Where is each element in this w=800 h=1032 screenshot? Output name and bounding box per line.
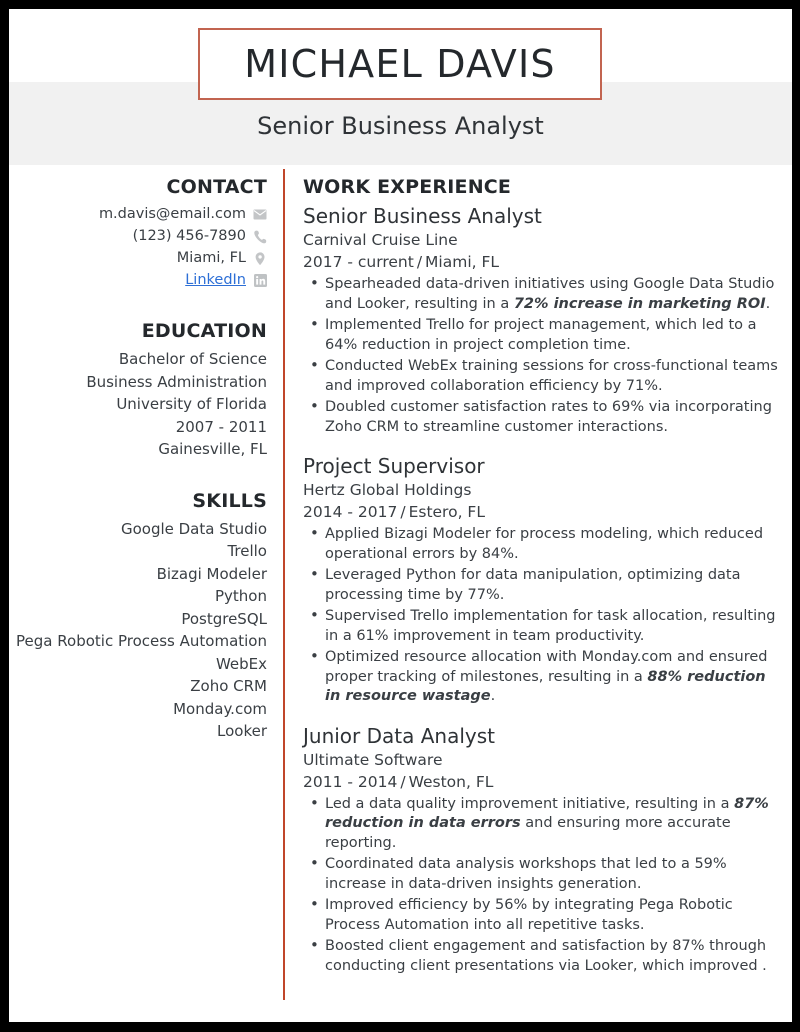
linkedin-icon <box>253 274 267 288</box>
job-title: Project Supervisor <box>303 454 485 478</box>
resume-sheet <box>9 9 792 1022</box>
job-location: Miami, FL <box>425 253 500 271</box>
bullet-text: Conducted WebEx training sessions for cross-functional teams and improved collaboration efficiency by 71%. <box>325 358 778 394</box>
job-meta <box>303 251 778 273</box>
job-bullet <box>303 398 778 437</box>
job-company: Carnival Cruise Line <box>303 231 458 249</box>
skill-item: Looker <box>217 722 267 740</box>
skills-heading: SKILLS <box>192 489 267 512</box>
job-bullet <box>303 357 778 396</box>
contact-list <box>15 204 267 291</box>
work-experience-list <box>303 203 778 976</box>
bullet-text: Supervised Trello implementation for task allocation, resulting in a 61% improvement in team productivity. <box>325 608 776 644</box>
bullet-text: Improved efficiency by 56% by integrating Pega Robotic Process Automation into all repetitive tasks. <box>325 897 733 933</box>
resume-header <box>9 9 792 167</box>
job-bullet-list <box>303 275 778 437</box>
candidate-job-title: Senior Business Analyst <box>257 112 544 140</box>
sidebar-column <box>9 167 283 1022</box>
education-line: Gainesville, FL <box>158 440 267 458</box>
contact-item-text: (123) 456-7890 <box>132 228 246 244</box>
main-column <box>285 167 792 1022</box>
bullet-text: Implemented Trello for project management, which led to a 64% reduction in project completion time. <box>325 317 757 353</box>
job-meta <box>303 501 778 523</box>
work-experience-heading: WORK EXPERIENCE <box>303 176 512 198</box>
skill-item: Google Data Studio <box>120 519 267 538</box>
contact-item[interactable] <box>15 270 267 291</box>
job-dates: 2014 - 2017 <box>303 503 398 521</box>
work-experience-entry <box>303 723 778 977</box>
contact-item-text: m.davis@email.com <box>98 206 246 222</box>
contact-item-text[interactable]: LinkedIn <box>185 272 246 288</box>
job-bullet <box>303 855 778 894</box>
contact-item <box>15 226 267 247</box>
skill-item: Monday.com <box>173 699 267 718</box>
skill-item: PostgreSQL <box>181 609 267 628</box>
job-bullet <box>303 648 778 707</box>
job-company: Hertz Global Holdings <box>303 481 472 499</box>
job-bullet <box>303 525 778 564</box>
bullet-emphasis: 72% increase in marketing ROI <box>513 295 766 312</box>
job-title: Senior Business Analyst <box>303 204 542 228</box>
job-bullet <box>303 937 778 976</box>
education-line: Business Administration <box>86 372 267 391</box>
skills-list <box>15 518 267 743</box>
job-location: Weston, FL <box>408 772 494 791</box>
job-bullet <box>303 795 778 854</box>
contact-item <box>15 248 267 269</box>
job-title: Junior Data Analyst <box>303 723 496 748</box>
job-meta-separator: / <box>400 772 406 791</box>
education-heading: EDUCATION <box>141 320 267 342</box>
job-meta <box>303 771 778 793</box>
resume-body <box>9 167 792 1022</box>
bullet-emphasis: 87% reduction in data errors <box>325 795 769 831</box>
job-bullet-list <box>303 525 778 707</box>
skill-item: Trello <box>227 542 267 560</box>
job-dates: 2011 - 2014 <box>303 772 398 791</box>
skill-item: Pega Robotic Process Automation <box>16 632 267 650</box>
candidate-name: MICHAEL DAVIS <box>244 42 556 86</box>
contact-item-text: Miami, FL <box>176 250 246 266</box>
bullet-text: Optimized resource allocation with Monday.com and ensured proper tracking of milestones, resulting in a <box>325 649 768 685</box>
job-bullet <box>303 275 778 314</box>
bullet-text: and ensuring more accurate reporting. <box>325 815 731 851</box>
work-experience-entry <box>303 203 778 437</box>
education-line: 2007 - 2011 <box>175 417 267 436</box>
contact-heading: CONTACT <box>166 176 267 198</box>
skill-item: Zoho CRM <box>190 677 267 695</box>
phone-icon <box>253 230 267 244</box>
work-experience-entry <box>303 453 778 707</box>
education-line: University of Florida <box>116 395 267 413</box>
job-bullet <box>303 566 778 605</box>
skill-item: Python <box>215 587 267 605</box>
education-line: Bachelor of Science <box>118 350 267 368</box>
job-location: Estero, FL <box>408 503 485 521</box>
bullet-text: . <box>765 295 771 312</box>
education-list <box>15 348 267 461</box>
job-bullet <box>303 316 778 355</box>
bullet-text: Applied Bizagi Modeler for process modeling, which reduced operational errors by 84%. <box>325 526 764 562</box>
bullet-text: Spearheaded data-driven initiatives using Google Data Studio and Looker, resulting in a <box>325 276 775 312</box>
contact-item <box>15 204 267 225</box>
job-company: Ultimate Software <box>303 750 443 769</box>
job-meta-separator: / <box>400 503 406 521</box>
bullet-text: Coordinated data analysis workshops that led to a 59% increase in data-driven insights generation. <box>325 856 727 892</box>
map-pin-icon <box>253 252 267 266</box>
bullet-text: . <box>490 688 496 704</box>
bullet-text: Doubled customer satisfaction rates to 69% via incorporating Zoho CRM to streamline customer interactions. <box>325 399 772 435</box>
name-box <box>198 28 602 100</box>
job-bullet <box>303 607 778 646</box>
job-bullet-list <box>303 795 778 977</box>
job-dates: 2017 - current <box>303 253 414 271</box>
job-meta-separator: / <box>416 253 423 271</box>
bullet-emphasis: 88% reduction in resource wastage <box>325 668 766 704</box>
bullet-text: Led a data quality improvement initiative, resulting in a <box>325 795 735 812</box>
skill-item: WebEx <box>215 654 267 673</box>
skill-item: Bizagi Modeler <box>156 564 267 583</box>
envelope-icon <box>253 208 267 222</box>
bullet-text: Leveraged Python for data manipulation, optimizing data processing time by 77%. <box>325 567 741 603</box>
bullet-text: Boosted client engagement and satisfaction by 87% through conducting client presentations via Looker, which improved . <box>325 938 767 974</box>
job-bullet <box>303 896 778 935</box>
